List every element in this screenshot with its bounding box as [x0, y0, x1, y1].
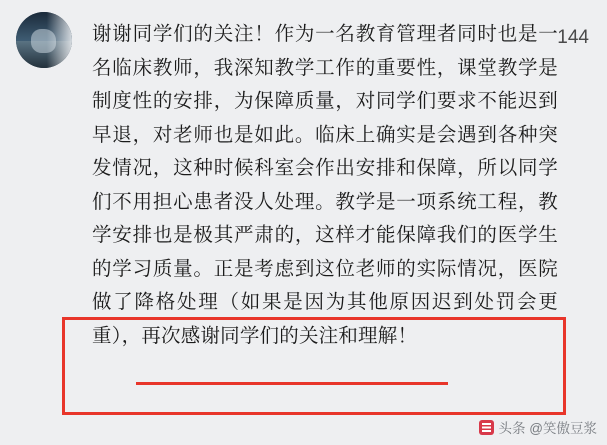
avatar-fade-overlay	[16, 12, 72, 68]
post-body-text: 谢谢同学们的关注！作为一名教育管理者同时也是一名临床教师，我深知教学工作的重要性，课堂教学是制度性的安排，为保障质量，对同学们要求不能迟到早退，对老师也是如此。临床上确实是会遇到各种突发情况，这种时候科室会作出安排和保障，所以同学们不用担心患者没人处理。教学是一项系统工程，教学安排也是极其严肃的，这样才能保障我们的医学生的学习质量。正是考虑到这位老师的实际情况，医院做了降格处理（如果是因为其他原因迟到处罚会更重），再次感谢同学们的关注和理解！	[92, 24, 558, 347]
watermark	[479, 417, 597, 437]
like-count: 144	[557, 27, 589, 48]
toutiao-logo-icon	[479, 420, 494, 435]
red-underline-mark	[136, 382, 448, 385]
watermark-text: 头条 @笑傲豆浆	[498, 421, 597, 436]
avatar[interactable]	[16, 12, 72, 68]
